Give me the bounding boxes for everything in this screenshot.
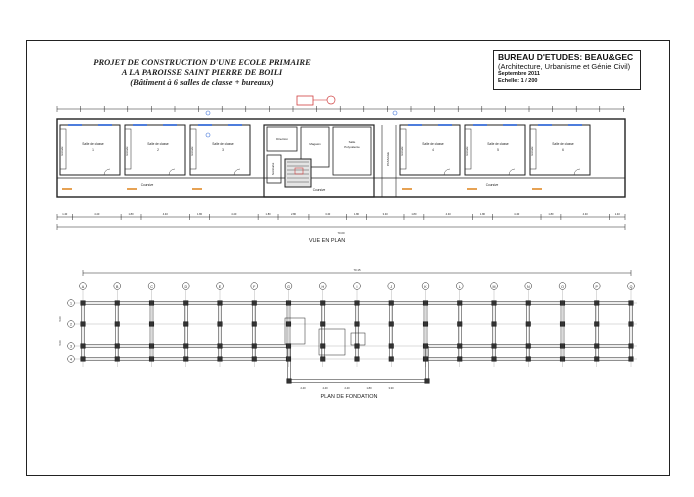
inner-dimension-label: 2.40 — [344, 387, 350, 390]
dimension-label: 1.80 — [411, 213, 417, 216]
column-footing — [115, 322, 119, 326]
column-footing — [252, 322, 256, 326]
column-footing — [560, 301, 564, 305]
column-footing — [115, 357, 119, 361]
column-footing — [629, 301, 633, 305]
salle-polyvalente-room — [333, 127, 371, 175]
door-swing — [104, 169, 110, 175]
row-axis-label: 2 — [70, 322, 72, 327]
column-footing — [423, 301, 427, 305]
dimension-label: 1.80 — [353, 213, 360, 216]
salle-polyvalente-label: Salle — [348, 140, 356, 144]
dimension-label: 4.40 — [582, 213, 588, 216]
estrade-label: Estrade — [531, 146, 534, 156]
col-axis-label: K — [424, 285, 427, 289]
column-footing — [218, 301, 222, 305]
architectural-drawing — [27, 41, 669, 475]
classroom-label: Salle de classe — [422, 142, 444, 146]
dimension-label: 4.40 — [94, 213, 100, 216]
column-footing — [115, 344, 119, 348]
dimension-label: 1.80 — [479, 213, 485, 216]
column-footing — [595, 301, 599, 305]
column-footing — [184, 357, 188, 361]
column-footing — [423, 322, 427, 326]
column-footing — [355, 357, 359, 361]
column-footing — [149, 301, 153, 305]
classroom-5 — [465, 125, 525, 175]
column-footing — [321, 344, 325, 348]
column-footing — [526, 322, 530, 326]
column-footing — [149, 322, 153, 326]
column-footing — [81, 357, 85, 361]
dimension-label: 3.40 — [382, 213, 388, 216]
classroom-label: Salle de classe — [487, 142, 509, 146]
dimension-label: 4.40 — [231, 213, 237, 216]
column-footing — [81, 322, 85, 326]
entrance-marker-circle — [327, 96, 335, 104]
col-axis-label: C — [150, 285, 153, 289]
column-footing — [252, 344, 256, 348]
bureau-subtitle: (Architecture, Urbanisme et Génie Civil) — [498, 62, 631, 71]
col-axis-label: E — [218, 285, 222, 289]
classroom-number: 1 — [92, 148, 94, 152]
classroom-label: Salle de classe — [212, 142, 234, 146]
col-axis-label: A — [81, 285, 85, 289]
column-footing — [423, 344, 427, 348]
door-swing — [169, 169, 175, 175]
column-footing — [492, 357, 496, 361]
salle-polyvalente-label: Polyvalente — [344, 145, 360, 149]
door-swing — [509, 169, 515, 175]
project-title-line3: (Bâtiment à 6 salles de classe + bureaux) — [130, 77, 274, 87]
column-footing — [355, 301, 359, 305]
column-footing — [218, 344, 222, 348]
column-footing — [252, 301, 256, 305]
level-marker — [206, 111, 210, 115]
column-footing — [560, 344, 564, 348]
column-footing — [81, 344, 85, 348]
dimension-label: 2.80 — [290, 213, 297, 216]
col-axis-label: O — [561, 285, 564, 289]
classroom-number: 4 — [432, 148, 434, 152]
classroom-6 — [530, 125, 590, 175]
col-axis-label: B — [116, 285, 119, 289]
col-axis-label: I — [356, 285, 358, 289]
col-axis-label: P — [595, 285, 598, 289]
coursive-label: Coursive — [312, 188, 326, 192]
column-footing — [321, 322, 325, 326]
column-footing — [629, 322, 633, 326]
column-footing — [218, 322, 222, 326]
classroom-number: 2 — [157, 148, 159, 152]
estrade-label: Estrade — [61, 146, 64, 156]
floor-plan-caption: VUE EN PLAN — [308, 238, 346, 244]
dimension-label: 4.40 — [445, 213, 451, 216]
classroom-1 — [60, 125, 120, 175]
dimension-label: 1.80 — [197, 213, 203, 216]
col-axis-label: Q — [629, 285, 633, 289]
estrade-label: Estrade — [191, 146, 194, 156]
row-axis-label: 3 — [70, 344, 72, 349]
column-footing — [184, 344, 188, 348]
row-axis-label: 4 — [70, 357, 72, 362]
drawing-sheet — [26, 40, 670, 476]
column-footing — [526, 357, 530, 361]
door-swing — [574, 169, 580, 175]
inner-dimension-label: 1.80 — [366, 387, 372, 390]
estrade-label: Estrade — [466, 146, 469, 156]
magasin-label: Magasin — [309, 142, 321, 146]
bureau-name: BUREAU D'ETUDES: BEAU&GEC — [498, 52, 634, 62]
column-footing — [492, 322, 496, 326]
col-axis-label: N — [526, 285, 530, 289]
stair-core — [285, 159, 311, 187]
column-footing — [526, 344, 530, 348]
column-footing — [389, 322, 393, 326]
column-footing — [321, 301, 325, 305]
dimension-label: 3.40 — [325, 213, 331, 216]
column-footing — [115, 301, 119, 305]
column-footing — [218, 357, 222, 361]
column-footing — [81, 301, 85, 305]
classroom-number: 3 — [222, 148, 224, 152]
column-footing — [286, 301, 290, 305]
dimension-label: 1.40 — [62, 213, 68, 216]
column-footing — [560, 322, 564, 326]
col-axis-label: F — [253, 285, 256, 289]
col-axis-label: H — [321, 285, 325, 289]
side-dimension-label: 5.00 — [59, 316, 62, 322]
classroom-number: 5 — [497, 148, 499, 152]
secretariat-label: Secrétariat — [272, 162, 275, 176]
column-footing — [149, 344, 153, 348]
dimension-label: 4.40 — [162, 213, 168, 216]
classroom-label: Salle de classe — [147, 142, 169, 146]
column-footing — [287, 379, 291, 383]
coursive-label: Coursive — [485, 183, 499, 187]
inner-dimension-label: 3.30 — [388, 387, 394, 390]
column-footing — [355, 344, 359, 348]
estrade-label: Estrade — [126, 146, 129, 156]
foundation-stair — [351, 333, 365, 345]
column-footing — [252, 357, 256, 361]
column-footing — [184, 301, 188, 305]
col-axis-label: J — [390, 285, 393, 289]
column-footing — [389, 344, 393, 348]
dimension-label: 1.80 — [548, 213, 554, 216]
classroom-number: 6 — [562, 148, 564, 152]
project-title-line1: PROJET DE CONSTRUCTION D'UNE ECOLE PRIMAIRE — [93, 57, 311, 67]
dimension-label: 1.40 — [614, 213, 620, 216]
column-footing — [389, 357, 393, 361]
column-footing — [458, 344, 462, 348]
project-title-line2: A LA PAROISSE SAINT PIERRE DE BOILI — [121, 67, 283, 77]
inner-dimension-label: 2.40 — [300, 387, 306, 390]
column-footing — [355, 322, 359, 326]
col-axis-label: D — [184, 285, 188, 289]
column-footing — [423, 357, 427, 361]
door-swing — [234, 169, 240, 175]
column-footing — [184, 322, 188, 326]
dimension-label: 4.40 — [514, 213, 520, 216]
side-dimension-label: 5.00 — [59, 340, 62, 346]
classroom-2 — [125, 125, 185, 175]
column-footing — [492, 301, 496, 305]
column-footing — [286, 357, 290, 361]
column-footing — [629, 344, 633, 348]
level-marker — [393, 111, 397, 115]
column-footing — [492, 344, 496, 348]
classroom-label: Salle de classe — [82, 142, 104, 146]
column-footing — [595, 322, 599, 326]
entrance-marker — [297, 96, 313, 105]
foundation-total-label: 70.15 — [353, 268, 361, 272]
column-footing — [286, 322, 290, 326]
column-footing — [629, 357, 633, 361]
door-swing — [444, 169, 450, 175]
classroom-3 — [190, 125, 250, 175]
coursive-label: Coursive — [140, 183, 154, 187]
classroom-label: Salle de classe — [552, 142, 574, 146]
column-footing — [595, 357, 599, 361]
classroom-4 — [400, 125, 460, 175]
column-footing — [595, 344, 599, 348]
dimension-label: 1.80 — [265, 213, 271, 216]
inner-dimension-label: 4.40 — [322, 387, 328, 390]
column-footing — [458, 301, 462, 305]
direction-label: Direction — [276, 137, 288, 141]
foundation-plan-caption: PLAN DE FONDATION — [320, 394, 378, 400]
column-footing — [526, 301, 530, 305]
passage-label: PASSAGE — [386, 151, 390, 167]
col-axis-label: G — [287, 285, 290, 289]
col-axis-label: M — [492, 285, 496, 289]
column-footing — [321, 357, 325, 361]
column-footing — [458, 357, 462, 361]
estrade-label: Estrade — [401, 146, 404, 156]
total-length-label: 70.00 — [337, 231, 345, 235]
level-marker — [206, 133, 210, 137]
row-axis-label: 1 — [70, 301, 72, 306]
bureau-scale: Echelle: 1 / 200 — [498, 78, 538, 84]
column-footing — [560, 357, 564, 361]
central-block — [264, 125, 374, 197]
col-axis-label: L — [458, 285, 461, 289]
bureau-date: Septembre 2011 — [498, 71, 540, 77]
column-footing — [149, 357, 153, 361]
column-footing — [458, 322, 462, 326]
column-footing — [425, 379, 429, 383]
column-footing — [286, 344, 290, 348]
column-footing — [389, 301, 393, 305]
dimension-label: 1.80 — [128, 213, 134, 216]
